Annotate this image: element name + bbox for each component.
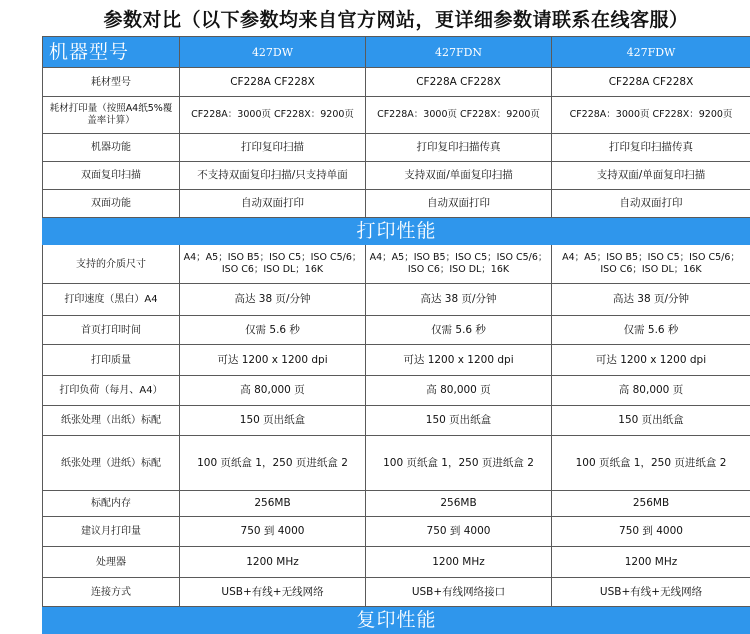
row-label: 首页打印时间 [43, 316, 180, 345]
cell-value: 256MB [552, 491, 750, 517]
cell-value: A4；A5；ISO B5；ISO C5；ISO C5/6；ISO C6；ISO DL；16K [366, 245, 552, 284]
row-label: 建议月打印量 [43, 517, 180, 547]
cell-value: 750 到 4000 [366, 517, 552, 547]
row-label: 标配内存 [43, 491, 180, 517]
cell-value: USB+有线+无线网络 [180, 578, 366, 607]
cell-value: 256MB [180, 491, 366, 517]
model-427fdw: 427FDW [552, 37, 750, 68]
row-label: 双面功能 [43, 190, 180, 218]
cell-value: 打印复印扫描传真 [366, 134, 552, 162]
cell-value: 100 页纸盒 1，250 页进纸盒 2 [180, 436, 366, 491]
cell-value: 750 到 4000 [552, 517, 750, 547]
cell-value: 可达 1200 x 1200 dpi [552, 345, 750, 376]
cell-value: A4；A5；ISO B5；ISO C5；ISO C5/6；ISO C6；ISO DL；16K [180, 245, 366, 284]
cell-value: 不支持双面复印扫描/只支持单面 [180, 162, 366, 190]
row-label: 纸张处理（出纸）标配 [43, 406, 180, 436]
row-label: 耗材打印量（按照A4纸5%覆盖率计算） [43, 97, 180, 134]
row-label: 连接方式 [43, 578, 180, 607]
cell-value: 支持双面/单面复印扫描 [366, 162, 552, 190]
table-row [43, 68, 750, 97]
cell-value: 750 到 4000 [180, 517, 366, 547]
header-label: 机器型号 [43, 37, 180, 68]
comparison-table [42, 36, 750, 634]
section-header-print [43, 218, 750, 245]
table-row [43, 97, 750, 134]
cell-value: 仅需 5.6 秒 [552, 316, 750, 345]
cell-value: 1200 MHz [180, 547, 366, 578]
cell-value: 100 页纸盒 1，250 页进纸盒 2 [552, 436, 750, 491]
table-row [43, 376, 750, 406]
row-label: 打印负荷（每月、A4） [43, 376, 180, 406]
cell-value: 1200 MHz [366, 547, 552, 578]
model-427dw: 427DW [180, 37, 366, 68]
cell-value: 高 80,000 页 [366, 376, 552, 406]
cell-value: 自动双面打印 [552, 190, 750, 218]
row-label: 耗材型号 [43, 68, 180, 97]
cell-value: 支持双面/单面复印扫描 [552, 162, 750, 190]
cell-value: 自动双面打印 [366, 190, 552, 218]
table-header-row [43, 37, 750, 68]
row-label: 打印质量 [43, 345, 180, 376]
table-row [43, 316, 750, 345]
cell-value: USB+有线+无线网络 [552, 578, 750, 607]
cell-value: 高 80,000 页 [552, 376, 750, 406]
page-title: 参数对比（以下参数均来自官方网站，更详细参数请联系在线客服） [103, 8, 689, 31]
table-row [43, 491, 750, 517]
cell-value: CF228A CF228X [180, 68, 366, 97]
table-row [43, 345, 750, 376]
cell-value: 打印复印扫描 [180, 134, 366, 162]
cell-value: 仅需 5.6 秒 [366, 316, 552, 345]
row-label: 处理器 [43, 547, 180, 578]
table-row [43, 547, 750, 578]
cell-value: 仅需 5.6 秒 [180, 316, 366, 345]
row-label: 打印速度（黑白）A4 [43, 284, 180, 316]
section-title-print: 打印性能 [43, 218, 750, 245]
cell-value: 高达 38 页/分钟 [552, 284, 750, 316]
table-row [43, 578, 750, 607]
table-row [43, 245, 750, 284]
cell-value: 150 页出纸盒 [552, 406, 750, 436]
row-label: 支持的介质尺寸 [43, 245, 180, 284]
table-row [43, 517, 750, 547]
cell-value: USB+有线网络接口 [366, 578, 552, 607]
cell-value: 高达 38 页/分钟 [366, 284, 552, 316]
table-row [43, 134, 750, 162]
cell-value: 1200 MHz [552, 547, 750, 578]
spec-sheet [42, 0, 750, 634]
cell-value: 150 页出纸盒 [366, 406, 552, 436]
table-row [43, 436, 750, 491]
cell-value: 256MB [366, 491, 552, 517]
model-427fdn: 427FDN [366, 37, 552, 68]
section-header-copy [43, 607, 750, 634]
section-title-copy: 复印性能 [43, 607, 750, 634]
table-row [43, 162, 750, 190]
cell-value: 150 页出纸盒 [180, 406, 366, 436]
table-row [43, 284, 750, 316]
row-label: 纸张处理（进纸）标配 [43, 436, 180, 491]
cell-value: 可达 1200 x 1200 dpi [366, 345, 552, 376]
table-row [43, 406, 750, 436]
row-label: 双面复印扫描 [43, 162, 180, 190]
table-row [43, 190, 750, 218]
cell-value: 高 80,000 页 [180, 376, 366, 406]
cell-value: CF228A：3000页 CF228X：9200页 [552, 97, 750, 134]
cell-value: 可达 1200 x 1200 dpi [180, 345, 366, 376]
cell-value: 100 页纸盒 1，250 页进纸盒 2 [366, 436, 552, 491]
cell-value: 高达 38 页/分钟 [180, 284, 366, 316]
cell-value: CF228A：3000页 CF228X：9200页 [180, 97, 366, 134]
cell-value: CF228A CF228X [366, 68, 552, 97]
cell-value: CF228A CF228X [552, 68, 750, 97]
cell-value: A4；A5；ISO B5；ISO C5；ISO C5/6；ISO C6；ISO DL；16K [552, 245, 750, 284]
cell-value: 打印复印扫描传真 [552, 134, 750, 162]
cell-value: CF228A：3000页 CF228X：9200页 [366, 97, 552, 134]
cell-value: 自动双面打印 [180, 190, 366, 218]
row-label: 机器功能 [43, 134, 180, 162]
